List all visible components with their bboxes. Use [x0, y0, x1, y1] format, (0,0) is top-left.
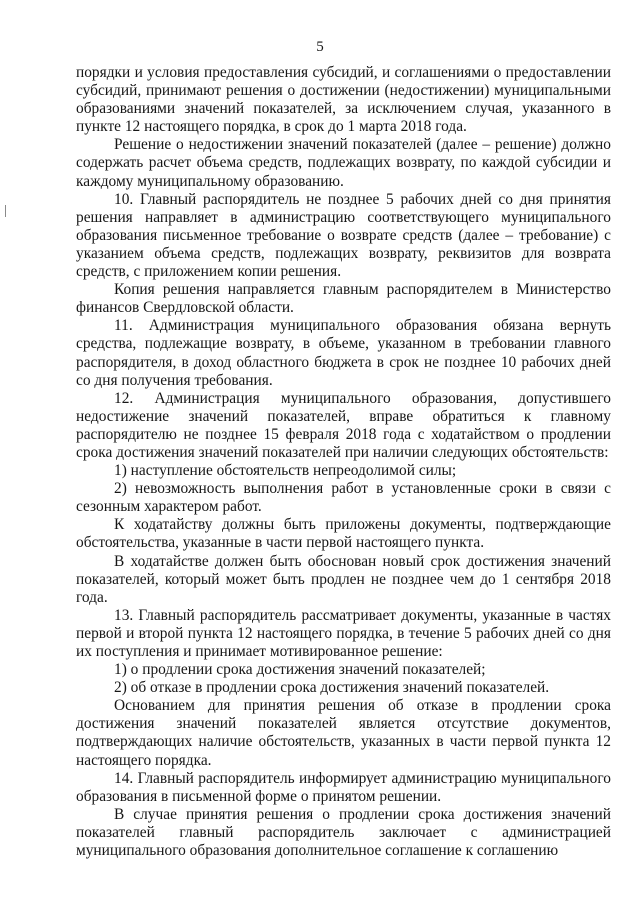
page-number: 5 — [316, 39, 324, 55]
document-body — [76, 64, 611, 860]
list-item: 2) невозможность выполнения работ в установленные сроки в связи с сезонным характером работ. — [76, 480, 611, 516]
paragraph: порядки и условия предоставления субсидий, и соглашениями о предоставлении субсидий, принимают решения о достижении (недостижении) муниципальными образованиями значений показателей, за исключением случая, указанного в пункте 12 настоящего порядка, в срок до 1 марта 2018 года. — [76, 64, 611, 136]
paragraph: Основанием для принятия решения об отказе в продлении срока достижения значений показателей является отсутствие документов, подтверждающих наличие обстоятельств, указанных в части первой пункта 12 настоящего порядка. — [76, 697, 611, 769]
list-item: 1) наступление обстоятельств непреодолимой силы; — [114, 462, 457, 480]
paragraph: 12. Администрация муниципального образования, допустившего недостижение значений показателей, вправе обратиться к главному распорядителю не позднее 15 февраля 2018 года с ходатайством о продлении срока достижения значений показателей при наличии следующих обстоятельств: — [76, 389, 611, 461]
list-item: 1) о продлении срока достижения значений показателей; — [114, 661, 486, 679]
paragraph: 10. Главный распорядитель не позднее 5 рабочих дней со дня принятия решения направляет в администрацию соответствующего муниципального образования письменное требование о возврате средств (далее – требование) с указанием объема средств, подлежащих возврату, реквизитов для возврата средств, с приложением копии решения. — [76, 190, 611, 281]
list-item: 2) об отказе в продлении срока достижения значений показателей. — [114, 679, 550, 697]
paragraph: 11. Администрация муниципального образования обязана вернуть средства, подлежащие возврату, в объеме, указанном в требовании главного распорядителя, в доход областного бюджета в срок не позднее 10 рабочих дней со дня получения требования. — [76, 317, 611, 389]
paragraph: В случае принятия решения о продлении срока достижения значений показателей главный распорядитель заключает с администрацией муниципального образования дополнительное соглашение к соглашению — [76, 805, 611, 860]
paragraph: В ходатайстве должен быть обоснован новый срок достижения значений показателей, который может быть продлен не позднее чем до 1 сентября 2018 года. — [76, 552, 611, 606]
paragraph: Решение о недостижении значений показателей (далее – решение) должно содержать расчет объема средств, подлежащих возврату, по каждой субсидии и каждому муниципальному образованию. — [76, 136, 611, 190]
paragraph: Копия решения направляется главным распорядителем в Министерство финансов Свердловской области. — [76, 281, 611, 317]
paragraph: К ходатайству должны быть приложены документы, подтверждающие обстоятельства, указанные в части первой настоящего пункта. — [76, 516, 611, 552]
paragraph: 14. Главный распорядитель информирует администрацию муниципального образования в письменной форме о принятом решении. — [76, 769, 611, 805]
margin-mark — [5, 205, 8, 217]
paragraph: 13. Главный распорядитель рассматривает документы, указанные в частях первой и второй пункта 12 настоящего порядка, в течение 5 рабочих дней со дня их поступления и принимает мотивированное решение: — [76, 606, 611, 660]
